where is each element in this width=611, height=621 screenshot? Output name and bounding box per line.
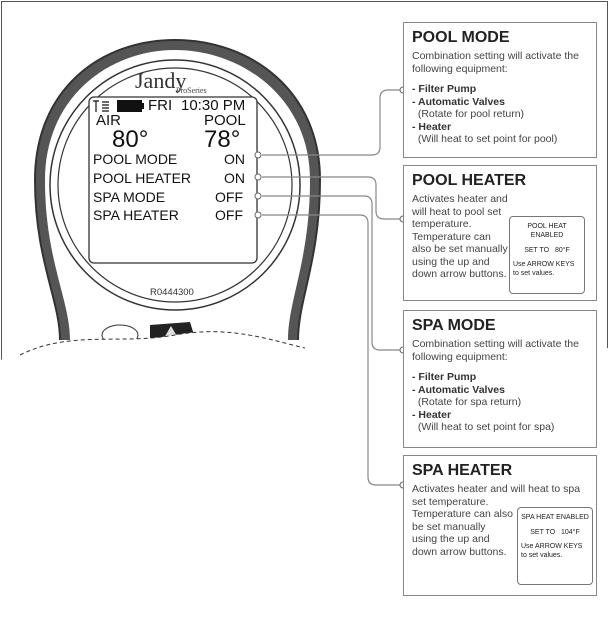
callout-title: SPA HEATER — [412, 462, 513, 479]
mini-hint: Use ARROW KEYS to set values. — [521, 543, 583, 559]
equipment-note: (Will heat to set point for pool) — [417, 133, 558, 145]
equipment-item: - Heater — [412, 408, 452, 421]
equipment-item: - Heater — [412, 120, 452, 133]
callout-title: POOL HEATER — [412, 172, 527, 189]
callout-title: SPA MODE — [412, 317, 496, 334]
series-label: ProSeries — [176, 86, 207, 95]
equipment-item: - Automatic Valves — [412, 383, 505, 396]
pool-heat-screen — [509, 216, 585, 294]
pool-temp: 78° — [204, 126, 241, 153]
callout-intro: Combination setting will activate the following equipment: — [412, 338, 579, 363]
status-time: 10:30 PM — [181, 97, 246, 114]
row-value: ON — [224, 170, 245, 186]
callout-title: POOL MODE — [412, 29, 510, 46]
set-temp: 80°F — [554, 247, 570, 254]
mini-title: POOL HEAT ENABLED — [527, 223, 567, 239]
pool-label: POOL — [204, 112, 246, 129]
equipment-note: (Rotate for pool return) — [417, 108, 525, 120]
air-temp: 80° — [112, 126, 149, 153]
row-label: SPA MODE — [93, 189, 166, 205]
equipment-note: (Will heat to set point for spa) — [417, 421, 555, 433]
brand-logo: Jandy — [135, 68, 187, 93]
callout-intro: Combination setting will activate the following equipment: — [412, 50, 579, 75]
row-value: OFF — [215, 207, 243, 223]
equipment-note: (Rotate for spa return) — [417, 396, 522, 408]
mini-hint: Use ARROW KEYS to set values. — [513, 261, 575, 277]
callout-pool-heater — [403, 165, 597, 301]
equipment-item: - Filter Pump — [412, 371, 477, 383]
row-value: ON — [224, 151, 245, 167]
set-to-label: SET TO — [524, 247, 550, 254]
callout-spa-heater — [403, 455, 597, 596]
row-value: OFF — [215, 189, 243, 205]
row-label: SPA HEATER — [93, 207, 179, 223]
equipment-item: - Automatic Valves — [412, 95, 505, 108]
callout-spa-mode — [403, 310, 597, 448]
equipment-item: - Filter Pump — [412, 83, 477, 95]
callout-text: Activates heater and will heat to pool set temperature. Temperature can also be set manually using the up and down arrow buttons. — [412, 193, 508, 280]
callout-text: Activates heater and will heat to spa set temperature. Temperature can also be set manually using the up and down arrow buttons. — [412, 483, 581, 558]
set-to-label: SET TO — [530, 529, 556, 536]
spa-heat-screen — [517, 507, 593, 585]
status-day: FRI — [148, 97, 173, 114]
battery-icon — [117, 100, 142, 112]
mini-title: SPA HEAT ENABLED — [521, 514, 589, 521]
row-label: POOL MODE — [93, 151, 178, 167]
callout-pool-mode — [403, 22, 597, 158]
model-number: R0444300 — [150, 287, 194, 298]
air-label: AIR — [96, 112, 122, 129]
set-temp: 104°F — [560, 529, 580, 536]
row-label: POOL HEATER — [93, 170, 192, 186]
